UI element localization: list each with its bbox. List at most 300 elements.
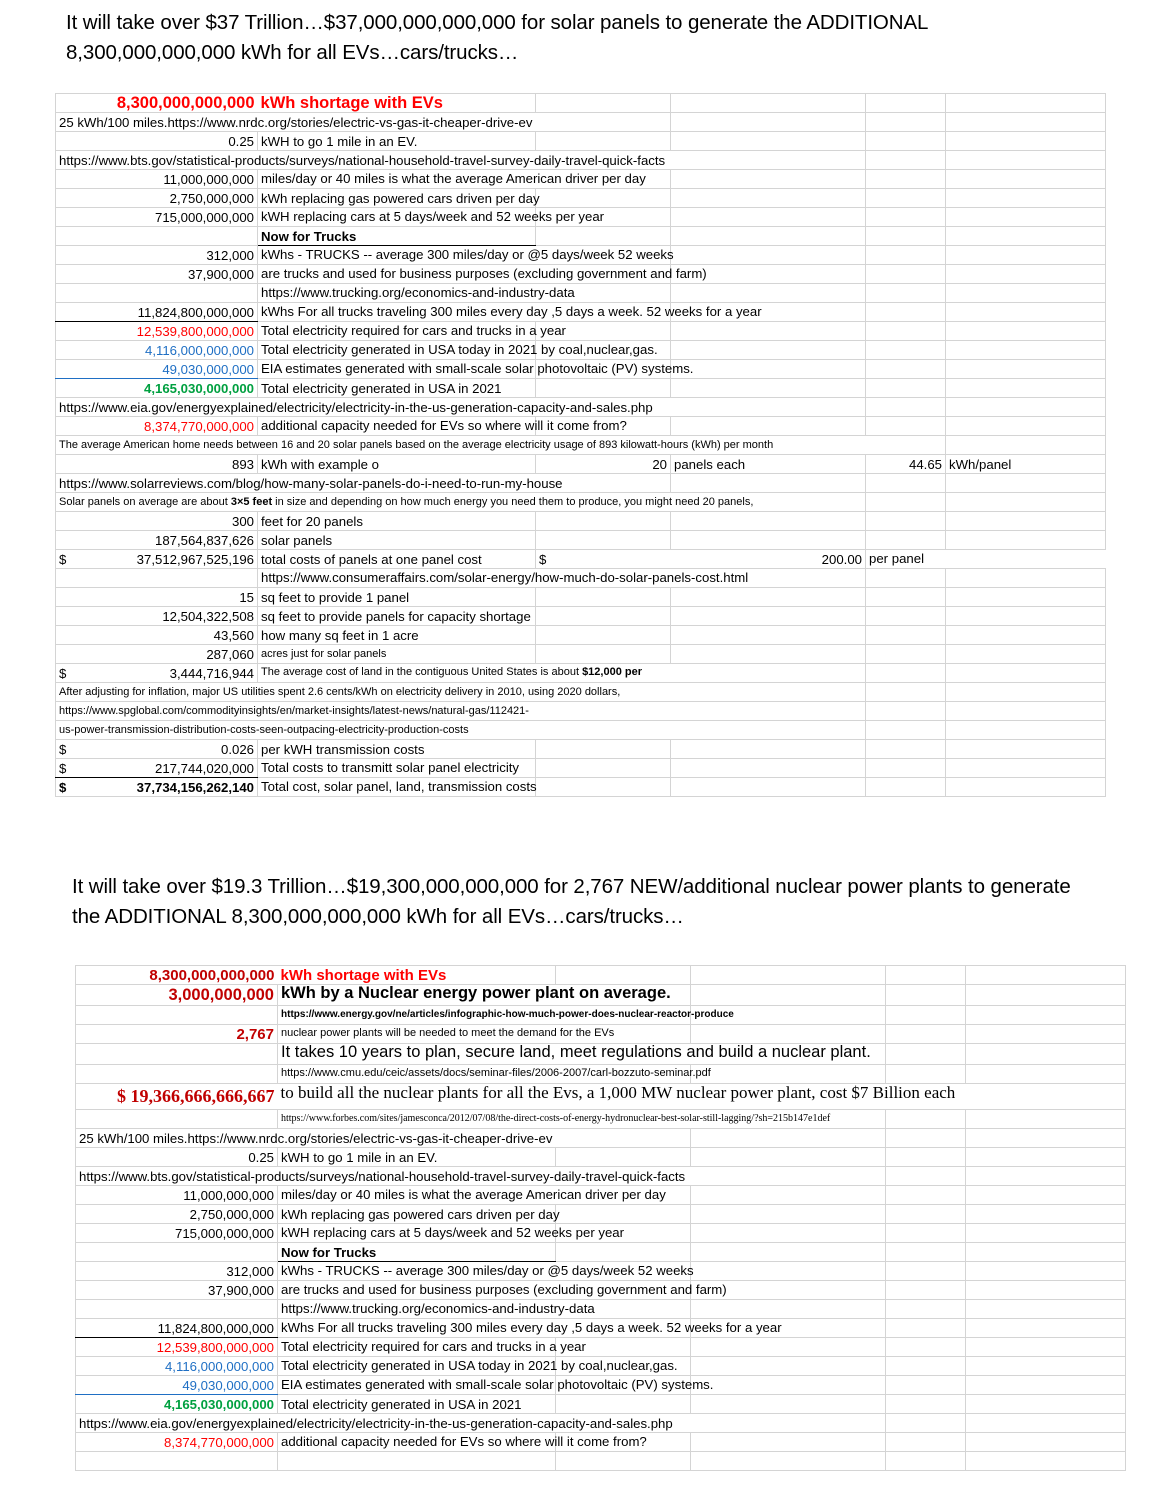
cell-empty — [886, 1110, 966, 1129]
cell-empty — [966, 1243, 1126, 1262]
table-row — [56, 341, 1106, 360]
cell-empty — [886, 1129, 966, 1148]
cell-empty — [76, 1148, 104, 1167]
cell-value: 187,564,837,626 — [84, 531, 258, 550]
table-row — [76, 1414, 1126, 1433]
cell-label: kWhs - TRUCKS -- average 300 miles/day or @5 days/week 52 weeks — [258, 246, 671, 265]
cell-empty — [76, 1357, 104, 1376]
cell-value: 0.25 — [84, 132, 258, 151]
cell-empty — [946, 303, 1106, 322]
table-row — [76, 1084, 1126, 1110]
cell-value: $ 19,366,666,666,667 — [76, 1084, 278, 1110]
cell-empty — [691, 1224, 886, 1243]
cell-empty — [866, 379, 946, 398]
cell-value: 2,750,000,000 — [104, 1205, 278, 1224]
cell-value: 287,060 — [84, 645, 258, 664]
cell-empty — [56, 132, 84, 151]
cell-value: 217,744,020,000 — [84, 759, 258, 778]
table-row — [56, 417, 1106, 436]
cell-empty — [866, 569, 946, 588]
table-row — [56, 94, 1106, 113]
cell-empty — [671, 531, 866, 550]
cell-empty — [671, 379, 866, 398]
cell-empty — [946, 379, 1106, 398]
cell-label: EIA estimates generated with small-scale solar photovoltaic (PV) systems. — [278, 1376, 556, 1395]
table-row — [56, 303, 1106, 322]
cell-value: 4,165,030,000,000 — [84, 379, 258, 398]
cell-label-panel-size: Solar panels on average are about 3×5 feet in size and depending on how much energy you need them to produce, you might need 20 panels, — [56, 493, 866, 512]
cell-empty — [691, 1300, 886, 1319]
cell-empty — [536, 740, 671, 759]
cell-empty — [946, 227, 1106, 246]
cell-empty — [56, 531, 84, 550]
table-row — [76, 1148, 1126, 1167]
cell-currency: $ — [56, 664, 84, 683]
table-row — [76, 1065, 1126, 1084]
cell-empty — [866, 189, 946, 208]
cell-empty — [946, 664, 1106, 683]
cell-empty — [536, 645, 671, 664]
cell-empty — [691, 1205, 886, 1224]
cell-value: 893 — [84, 455, 258, 474]
cell-label: miles/day or 40 miles is what the average American driver per day — [258, 170, 671, 189]
cell-label: EIA estimates generated with small-scale solar photovoltaic (PV) systems. — [258, 360, 536, 379]
cell-empty — [886, 1262, 966, 1281]
table-row — [56, 246, 1106, 265]
cell-value: 4,116,000,000,000 — [104, 1357, 278, 1376]
cell-empty — [536, 512, 671, 531]
cell-label: kWH replacing cars at 5 days/week and 52 weeks per year — [278, 1224, 556, 1243]
cell-label: feet for 20 panels — [258, 512, 536, 531]
cell-empty — [946, 759, 1106, 778]
table-row — [76, 1129, 1126, 1148]
cell-empty — [966, 1357, 1126, 1376]
cell-empty — [946, 474, 1106, 493]
cell-empty — [866, 303, 946, 322]
cell-value-extra: 20 — [536, 455, 671, 474]
cell-label: additional capacity needed for EVs so where will it come from? — [258, 417, 536, 436]
cell-empty — [691, 1395, 886, 1414]
cell-empty — [966, 1110, 1126, 1129]
cell-value: 43,560 — [84, 626, 258, 645]
cell-empty — [866, 208, 946, 227]
cell-empty — [866, 721, 946, 740]
cell-label: https://www.bts.gov/statistical-products/surveys/national-household-travel-survey-daily-travel-quick-facts — [76, 1167, 886, 1186]
cell-empty — [671, 417, 866, 436]
cell-label: to build all the nuclear plants for all the Evs, a 1,000 MW nuclear power plant, cost $7 Billion each — [278, 1084, 1126, 1110]
cell-empty — [886, 1006, 966, 1025]
table-row — [56, 759, 1106, 778]
cell-label: sq feet to provide panels for capacity shortage — [258, 607, 536, 626]
cell-empty — [946, 398, 1106, 417]
cell-empty — [76, 1186, 104, 1205]
cell-value: 12,539,800,000,000 — [104, 1338, 278, 1357]
cell-empty — [56, 360, 84, 379]
cell-empty — [671, 626, 866, 645]
cell-label: https://www.consumeraffairs.com/solar-energy/how-much-do-solar-panels-cost.html — [258, 569, 866, 588]
cell-label: After adjusting for inflation, major US utilities spent 2.6 cents/kWh on electricity delivery in 2010, using 2020 dollars, — [56, 683, 866, 702]
cell-empty — [56, 569, 84, 588]
cell-empty — [84, 227, 258, 246]
cell-empty — [56, 626, 84, 645]
cell-value: 37,734,156,262,140 — [84, 778, 258, 797]
table-row — [76, 1319, 1126, 1338]
cell-empty — [56, 512, 84, 531]
cell-empty — [671, 474, 866, 493]
cell-empty — [56, 607, 84, 626]
cell-label: kWH to go 1 mile in an EV. — [278, 1148, 556, 1167]
cell-empty — [104, 1300, 278, 1319]
table-row — [76, 1300, 1126, 1319]
cell-empty — [866, 417, 946, 436]
cell-empty — [556, 966, 691, 985]
table-row — [56, 512, 1106, 531]
cell-label-extra: panels each — [671, 455, 866, 474]
cell-label: us-power-transmission-distribution-costs-seen-outpacing-electricity-production-costs — [56, 721, 866, 740]
cell-label: nuclear power plants will be needed to meet the demand for the EVs — [278, 1025, 691, 1044]
table-row — [56, 721, 1106, 740]
cell-empty — [536, 94, 671, 113]
cell-empty — [946, 531, 1106, 550]
cell-empty — [946, 94, 1106, 113]
cell-empty — [946, 322, 1106, 341]
cell-empty — [56, 379, 84, 398]
cell-label: are trucks and used for business purposes (excluding government and farm) — [278, 1281, 691, 1300]
cell-label: kWh with example o — [258, 455, 536, 474]
table-row — [76, 1006, 1126, 1025]
cell-label: kWh by a Nuclear energy power plant on average. — [278, 985, 691, 1006]
cell-label: https://www.energy.gov/ne/articles/infographic-how-much-power-does-nuclear-reactor-produce — [278, 1006, 691, 1025]
cell-empty — [104, 1065, 278, 1084]
cell-label: Total costs to transmitt solar panel electricity — [258, 759, 536, 778]
cell-empty — [556, 1148, 691, 1167]
cell-label: https://www.spglobal.com/commodityinsights/en/market-insights/latest-news/natural-gas/112421- — [56, 702, 866, 721]
table-row — [56, 474, 1106, 493]
cell-value: 3,444,716,944 — [84, 664, 258, 683]
cell-value: 37,900,000 — [84, 265, 258, 284]
table-row — [76, 1044, 1126, 1065]
cell-label: Total electricity generated in USA today in 2021 by coal,nuclear,gas. — [258, 341, 536, 360]
cell-empty — [56, 588, 84, 607]
cell-empty — [946, 740, 1106, 759]
cell-value: 715,000,000,000 — [84, 208, 258, 227]
cell-label: https://www.forbes.com/sites/jamesconca/2012/07/08/the-direct-costs-of-energy-hydronuclear-best-solar-still-lagging/?sh=215b147e1def — [278, 1110, 886, 1129]
cell-empty — [84, 569, 258, 588]
cell-label: 25 kWh/100 miles.https://www.nrdc.org/stories/electric-vs-gas-it-cheaper-drive-ev — [76, 1129, 691, 1148]
cell-value: 312,000 — [104, 1262, 278, 1281]
table-row — [76, 1357, 1126, 1376]
cell-value: 12,504,322,508 — [84, 607, 258, 626]
cell-value-extra2: 44.65 — [866, 455, 946, 474]
cell-empty — [946, 683, 1106, 702]
cell-empty — [76, 1065, 104, 1084]
cell-empty — [671, 284, 866, 303]
cell-empty — [966, 1065, 1126, 1084]
cell-empty — [886, 985, 966, 1006]
table-row — [56, 607, 1106, 626]
table-row — [56, 151, 1106, 170]
cell-label: The average American home needs between 16 and 20 solar panels based on the average electricity usage of 893 kilowatt-hours (kWh) per month — [56, 436, 946, 455]
table-row — [56, 379, 1106, 398]
table-row — [56, 493, 1106, 512]
cell-empty — [886, 1376, 966, 1395]
cell-empty — [76, 1452, 104, 1471]
cell-empty — [946, 436, 1106, 455]
cell-value: 8,300,000,000,000 — [76, 966, 278, 985]
cell-label-extra2: kWh/panel — [946, 455, 1106, 474]
table-row — [56, 189, 1106, 208]
cell-empty — [866, 740, 946, 759]
cell-empty — [556, 1205, 691, 1224]
cell-empty — [866, 607, 946, 626]
cell-label: Total electricity generated in USA in 2021 — [278, 1395, 556, 1414]
cell-empty — [946, 493, 1106, 512]
cell-empty — [671, 607, 866, 626]
cell-empty — [536, 227, 671, 246]
cell-label: are trucks and used for business purposes (excluding government and farm) — [258, 265, 671, 284]
cell-empty — [691, 1186, 886, 1205]
nuclear-cost-spreadsheet — [75, 965, 1126, 1471]
cell-label: additional capacity needed for EVs so where will it come from? — [278, 1433, 556, 1452]
table-row — [76, 985, 1126, 1006]
cell-empty — [671, 170, 866, 189]
cell-label: total costs of panels at one panel cost — [258, 550, 536, 569]
cell-empty — [886, 1300, 966, 1319]
cell-empty — [76, 1006, 104, 1025]
cell-empty — [866, 512, 946, 531]
cell-empty — [886, 1319, 966, 1338]
cell-empty — [946, 607, 1106, 626]
cell-empty — [76, 1262, 104, 1281]
cell-empty — [946, 208, 1106, 227]
cell-empty — [886, 1452, 966, 1471]
cell-empty — [56, 284, 84, 303]
table-row — [76, 1205, 1126, 1224]
cell-value: 3,000,000,000 — [104, 985, 278, 1006]
cell-empty — [866, 151, 946, 170]
cell-label: Now for Trucks — [278, 1243, 556, 1262]
cell-empty — [76, 1319, 104, 1338]
cell-empty — [966, 1224, 1126, 1243]
cell-empty — [946, 569, 1106, 588]
cell-value: 49,030,000,000 — [84, 360, 258, 379]
cell-empty — [76, 1205, 104, 1224]
cell-currency: $ — [56, 740, 84, 759]
cell-empty — [886, 1044, 966, 1065]
cell-empty — [966, 1044, 1126, 1065]
cell-value: 11,000,000,000 — [84, 170, 258, 189]
cell-empty — [866, 778, 946, 797]
cell-empty — [966, 1376, 1126, 1395]
cell-empty — [671, 360, 866, 379]
cell-empty — [966, 1433, 1126, 1452]
table-row — [76, 966, 1126, 985]
page-title-nuclear: It will take over $19.3 Trillion…$19,300,000,000,000 for 2,767 NEW/additional nuclear power plants to generate the ADDITIONAL 8,300,000,000,000 kWh for all EVs…cars/trucks… — [72, 875, 1071, 928]
cell-label: Total cost, solar panel, land, transmission costs — [258, 778, 536, 797]
cell-empty — [866, 683, 946, 702]
cell-empty — [946, 360, 1106, 379]
table-row — [56, 284, 1106, 303]
cell-empty — [966, 1414, 1126, 1433]
cell-empty — [966, 1129, 1126, 1148]
cell-value: 11,824,800,000,000 — [84, 303, 258, 322]
table-row — [76, 1243, 1126, 1262]
cell-empty — [536, 531, 671, 550]
cell-empty — [671, 740, 866, 759]
cell-label: https://www.trucking.org/economics-and-industry-data — [278, 1300, 691, 1319]
table-row — [76, 1224, 1126, 1243]
table-row — [56, 360, 1106, 379]
cell-empty — [946, 417, 1106, 436]
cell-label: https://www.cmu.edu/ceic/assets/docs/seminar-files/2006-2007/carl-bozzuto-seminar.pdf — [278, 1065, 691, 1084]
cell-empty — [536, 379, 671, 398]
cell-empty — [886, 1395, 966, 1414]
cell-empty — [946, 626, 1106, 645]
cell-value: 312,000 — [84, 246, 258, 265]
cell-empty — [56, 170, 84, 189]
cell-empty — [966, 1262, 1126, 1281]
cell-label: kWH to go 1 mile in an EV. — [258, 132, 536, 151]
cell-empty — [946, 246, 1106, 265]
cell-empty — [946, 341, 1106, 360]
cell-empty — [691, 1129, 886, 1148]
cell-label: sq feet to provide 1 panel — [258, 588, 536, 607]
cell-empty — [966, 1281, 1126, 1300]
cell-empty — [56, 208, 84, 227]
cell-empty — [56, 417, 84, 436]
cell-empty — [56, 455, 84, 474]
table-row — [76, 1433, 1126, 1452]
cell-value: 8,374,770,000,000 — [104, 1433, 278, 1452]
cell-empty — [966, 966, 1126, 985]
cell-empty — [691, 1065, 886, 1084]
table-row — [56, 132, 1106, 151]
table-row — [56, 550, 1106, 569]
cell-empty — [104, 1452, 278, 1471]
table-row — [56, 265, 1106, 284]
cell-empty — [536, 189, 671, 208]
cell-label: kWh replacing gas powered cars driven per day — [278, 1205, 556, 1224]
cell-empty — [76, 1224, 104, 1243]
cell-empty — [866, 664, 946, 683]
cell-label-extra: per panel — [866, 550, 1106, 569]
cell-label: Total electricity required for cars and trucks in a year — [278, 1338, 556, 1357]
cell-empty — [886, 1414, 966, 1433]
cell-empty — [946, 151, 1106, 170]
table-row — [76, 1167, 1126, 1186]
cell-empty — [866, 531, 946, 550]
cell-label: kWh replacing gas powered cars driven per day — [258, 189, 536, 208]
cell-empty — [56, 341, 84, 360]
cell-empty — [76, 1044, 104, 1065]
cell-empty — [886, 1205, 966, 1224]
cell-empty — [886, 966, 966, 985]
table-row — [76, 1376, 1126, 1395]
table-row — [76, 1395, 1126, 1414]
cell-empty — [671, 322, 866, 341]
cell-empty — [866, 702, 946, 721]
cell-empty — [866, 626, 946, 645]
cell-value: 11,824,800,000,000 — [104, 1319, 278, 1338]
cell-empty — [691, 1262, 886, 1281]
cell-empty — [671, 778, 866, 797]
cell-empty — [691, 966, 886, 985]
cell-empty — [691, 985, 886, 1006]
cell-label: https://www.eia.gov/energyexplained/electricity/electricity-in-the-us-generation-capacity-and-sales.php — [76, 1414, 886, 1433]
cell-empty — [76, 1300, 104, 1319]
cell-empty — [966, 1319, 1126, 1338]
cell-empty — [691, 1433, 886, 1452]
cell-empty — [866, 645, 946, 664]
cell-empty — [866, 113, 946, 132]
cell-label: https://www.eia.gov/energyexplained/electricity/electricity-in-the-us-generation-capacity-and-sales.php — [56, 398, 866, 417]
cell-empty — [946, 512, 1106, 531]
cell-value: 11,000,000,000 — [104, 1186, 278, 1205]
cell-empty — [556, 1243, 691, 1262]
cell-empty — [866, 588, 946, 607]
cell-label: kWh shortage with EVs — [258, 94, 536, 113]
cell-value: 8,300,000,000,000 — [56, 94, 258, 113]
table-row — [76, 1025, 1126, 1044]
cell-value: 37,512,967,525,196 — [84, 550, 258, 569]
cell-empty — [966, 1167, 1126, 1186]
cell-value: 4,116,000,000,000 — [84, 341, 258, 360]
cell-empty — [671, 588, 866, 607]
cell-empty — [866, 474, 946, 493]
cell-currency: $ — [56, 759, 84, 778]
table-row — [56, 322, 1106, 341]
cell-empty — [691, 1243, 886, 1262]
cell-empty — [536, 626, 671, 645]
cell-currency: $ — [56, 778, 84, 797]
cell-empty — [886, 1433, 966, 1452]
cell-empty — [691, 1148, 886, 1167]
cell-value: 300 — [84, 512, 258, 531]
cell-empty — [536, 759, 671, 778]
cell-empty — [946, 132, 1106, 151]
cell-value: 2,750,000,000 — [84, 189, 258, 208]
cell-empty — [946, 170, 1106, 189]
cell-label: miles/day or 40 miles is what the average American driver per day — [278, 1186, 691, 1205]
table-row — [76, 1452, 1126, 1471]
cell-empty — [56, 227, 84, 246]
cell-label: It takes 10 years to plan, secure land, meet regulations and build a nuclear plant. — [278, 1044, 886, 1065]
table-row — [56, 455, 1106, 474]
cell-empty — [671, 645, 866, 664]
cell-empty — [866, 94, 946, 113]
cell-value: 8,374,770,000,000 — [84, 417, 258, 436]
cell-empty — [76, 1338, 104, 1357]
cell-empty — [866, 493, 946, 512]
cell-empty — [536, 607, 671, 626]
cell-empty — [946, 721, 1106, 740]
solar-cost-spreadsheet — [55, 93, 1106, 797]
cell-label: https://www.solarreviews.com/blog/how-many-solar-panels-do-i-need-to-run-my-house — [56, 474, 671, 493]
cell-label: 25 kWh/100 miles.https://www.nrdc.org/stories/electric-vs-gas-it-cheaper-drive-ev — [56, 113, 671, 132]
cell-empty — [866, 265, 946, 284]
table-row — [56, 778, 1106, 797]
cell-empty — [866, 360, 946, 379]
cell-empty — [84, 284, 258, 303]
table-row — [56, 113, 1106, 132]
cell-label-land-cost: The average cost of land in the contiguous United States is about $12,000 per — [258, 664, 866, 683]
table-row — [56, 170, 1106, 189]
table-row — [56, 740, 1106, 759]
cell-empty — [556, 1452, 691, 1471]
cell-empty — [76, 1281, 104, 1300]
table-row — [56, 436, 1106, 455]
cell-empty — [886, 1167, 966, 1186]
